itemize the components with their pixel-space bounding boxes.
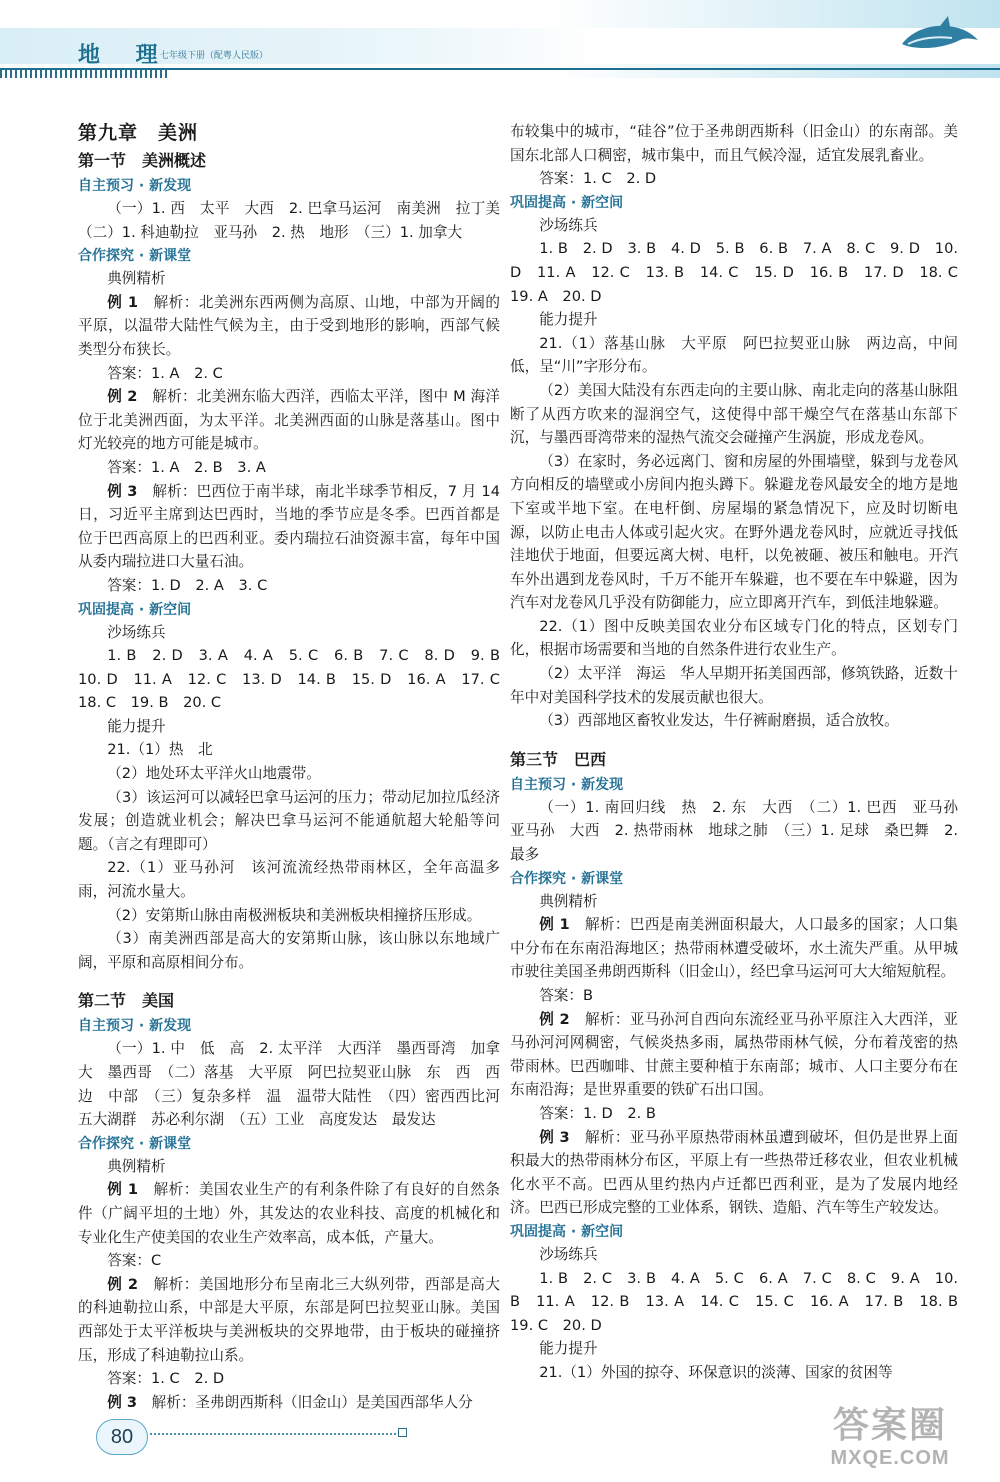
example-paragraph [510,1126,958,1220]
example-label: 例 1 [539,916,570,934]
sub-heading: 典例精析 [107,270,166,288]
example-paragraph [78,1178,500,1249]
example-label: 例 2 [107,1275,138,1293]
watermark-url: MXQE.COM [830,1447,950,1469]
example-text: 解析：亚马孙河自西向东流经亚马孙平原注入大西洋，亚马孙河河网稠密，气候炎热多雨，属热带雨林气候，分布着茂密的热带雨林。巴西咖啡、甘蔗主要种植于东南部；城市、人口主要分布在东南沿海；是世界重要的铁矿石出口国。 [510,1010,958,1099]
book-subtitle: 七年级下册（配粤人民版） [160,51,269,61]
answer-line: （3）该运河可以减轻巴拿马运河的压力；带动尼加拉瓜经济发展；创造就业机会；解决巴拿马运河不能通航超大轮船等问题。（言之有理即可） [78,788,500,853]
answer-line: 22.（1）亚马孙河 该河流流经热带雨林区，全年高温多雨，河流水量大。 [78,859,500,901]
example-label: 例 1 [107,293,138,311]
sub-heading: 典例精析 [539,892,598,910]
answer-line: （2）安第斯山脉由南极洲板块和美洲板块相撞挤压形成。 [107,906,482,924]
chapter-title: 第九章 美洲 [78,122,199,144]
footer-square-icon [398,1428,407,1437]
sub-heading: 能力提升 [539,1340,598,1358]
block-heading: 自主预习 · 新发现 [78,1018,192,1035]
answer-line: 21.（1）落基山脉 大平原 阿巴拉契亚山脉 两边高，中间低，呈“川”字形分布。 [510,334,958,376]
page-number: 80 [96,1419,148,1455]
sub-heading: 沙场练兵 [539,1245,598,1263]
answer-line: （3）在家时，务必远离门、窗和房屋的外围墙壁，躲到与龙卷风方向相反的墙壁或小房间内抱头蹲下。躲避龙卷风最安全的地方是地下室或半地下室。在电杆倒、房屋塌的紧急情况下，应及时切断电源，以防止电击人体或引起火灾。在野外遇龙卷风时，应就近寻找低洼地伏于地面，但要远离大树、电杆，以免被砸、被压和触电。开汽车外出遇到龙卷风时，千万不能开车躲避，也不要在车中躲避，因为汽车对龙卷风几乎没有防御能力，应立即离开汽车，到低洼地躲避。 [510,452,958,612]
example-paragraph [78,480,500,574]
block-heading: 巩固提高 · 新空间 [78,601,192,618]
block-heading: 合作探究 · 新课堂 [78,1135,192,1152]
answer-line: 答案：C [107,1252,162,1270]
answer-line: （3）西部地区畜牧业发达，牛仔裤耐磨损，适合放牧。 [539,712,899,730]
answer-line: （2）太平洋 海运 华人早期开拓美国西部，修筑铁路，近数十年中对美国科学技术的发展贡献也很大。 [510,665,958,706]
block-heading: 巩固提高 · 新空间 [510,1223,624,1240]
sub-heading: 能力提升 [539,311,598,329]
section-title: 第二节 美国 [78,991,175,1011]
answer-line: （3）南美洲西部是高大的安第斯山脉，该山脉以东地域广阔，平原和高原相间分布。 [78,930,500,971]
multiple-choice-answers: 1. B 2. D 3. A 4. A 5. C 6. B 7. C 8. D 9. B 10. D 11. A 12. C 13. D 14. B 15. D 16. A 17. C 18. C 19. B 20. C [78,647,515,712]
example-label: 例 3 [539,1128,570,1146]
watermark [800,1404,980,1480]
answer-line: 答案：1. A 2. B 3. A [107,458,266,476]
example-label: 例 1 [107,1181,138,1199]
sub-heading: 能力提升 [107,717,166,735]
example-text: 解析：北美洲东西两侧为高原、山地，中部为开阔的平原，以温带大陆性气候为主，由于受到地形的影响，西部气候类型分布狭长。 [78,293,500,358]
multiple-choice-answers: 1. B 2. C 3. B 4. A 5. C 6. A 7. C 8. C 9. A 10. B 11. A 12. B 13. A 14. C 15. C 16. A 17. B 18. B 19. C 20. D [510,1269,973,1334]
multiple-choice-answers: 1. B 2. D 3. B 4. D 5. B 6. B 7. A 8. C 9. D 10. D 11. A 12. C 13. B 14. C 15. D 16. B 17. D 18. C 19. A 20. D [510,240,973,305]
watermark-logo: 答案圈 [832,1404,947,1445]
left-column [78,118,515,1414]
dolphin-icon [900,14,980,54]
section-title: 第一节 美洲概述 [78,151,207,170]
sub-heading: 沙场练兵 [539,216,598,234]
block-heading: 合作探究 · 新课堂 [78,248,192,265]
answer-line: 答案：1. D 2. B [539,1104,656,1122]
example-paragraph [78,291,500,362]
answer-line: 21.（1）热 北 [107,741,213,759]
example-label: 例 3 [107,482,138,500]
right-column [510,120,973,1385]
example-label: 例 3 [107,1393,138,1411]
block-heading: 合作探究 · 新课堂 [510,870,624,887]
example-text: 解析：美国地形分布呈南北三大纵列带，西部是高大的科迪勒拉山系，中部是大平原，东部是阿巴拉契亚山脉。美国西部处于太平洋板块与美洲板块的交界地带，由于板块的碰撞挤压，形成了科迪勒拉山系。 [78,1275,500,1364]
answer-line: 答案：1. C 2. D [539,170,657,188]
footer-dotted-rule [150,1433,396,1435]
answer-line: 答案：B [539,987,593,1004]
answer-paragraph: （一）1. 南回归线 热 2. 东 大西 （二）1. 巴西 亚马孙 亚马孙 大西 2. 热带雨林 地球之肺 （三）1. 足球 桑巴舞 2. 最多 [510,798,973,864]
sub-heading: 沙场练兵 [107,623,166,641]
continued-paragraph: 布较集中的城市，“硅谷”位于圣弗朗西斯科（旧金山）的东南部。美国东北部人口稠密，城市集中，而且气候冷湿，适宜发展乳畜业。 [510,123,958,164]
block-heading: 自主预习 · 新发现 [78,178,192,194]
example-paragraph [78,385,500,456]
page-header [0,0,1000,78]
example-paragraph [510,913,958,984]
answer-line: （2）美国大陆没有东西走向的主要山脉、南北走向的落基山脉阻断了从西方吹来的湿润空气，这使得中部干燥空气在落基山东部下沉，与墨西哥湾带来的湿热气流交会碰撞产生涡旋，形成龙卷风。 [510,381,958,447]
answer-line: 22.（1）图中反映美国农业分布区域专门化的特点，区划专门化，根据市场需要和当地的自然条件进行农业生产。 [510,617,958,659]
example-text: 解析：巴西位于南半球，南北半球季节相反，7 月 14 日，习近平主席到达巴西时，当地的季节应是冬季。巴西首都是位于巴西高原上的巴西利亚。委内瑞拉石油资源丰富，每年中国从委内瑞拉进口大量石油。 [78,482,500,571]
example-paragraph [78,1273,500,1367]
answer-line: 21.（1）外国的掠夺、环保意识的淡薄、国家的贫困等 [539,1363,893,1381]
answer-paragraph: （一）1. 中 低 高 2. 太平洋 大西洋 墨西哥湾 加拿大 墨西哥 （二）落基 大平原 阿巴拉契亚山脉 东 西 西边 中部 （三）复杂多样 温 温带大陆性 （四）密西西比河 五大湖群 苏必利尔湖 （五）工业 高度发达 最发达 [78,1040,515,1129]
example-text: 解析：巴西是南美洲面积最大，人口最多的国家；人口集中分布在东南沿海地区；热带雨林遭受破坏，水土流失严重。从甲城市驶往美国圣弗朗西斯科（旧金山），经巴拿马运河可大大缩短航程。 [510,916,958,981]
sub-heading: 典例精析 [107,1157,166,1175]
answer-line: 答案：1. C 2. D [107,1370,225,1388]
subject-title: 地 理 [78,43,172,68]
example-label: 例 2 [107,388,138,406]
section-title: 第三节 巴西 [510,749,607,769]
answer-line: 答案：1. D 2. A 3. C [107,576,268,594]
block-heading: 自主预习 · 新发现 [510,776,624,793]
answer-line: 答案：1. A 2. C [107,364,223,382]
example-label: 例 2 [539,1010,570,1028]
example-text: 解析：亚马孙平原热带雨林虽遭到破坏，但仍是世界上面积最大的热带雨林分布区，平原上有一些热带迁移农业，但农业机械化水平不高。巴西从里约热内卢迁都巴西利亚，是为了发展内地经济。巴西已形成完整的工业体系，钢铁、造船、汽车等生产较发达。 [510,1128,958,1217]
header-ticks [0,70,170,78]
block-heading: 巩固提高 · 新空间 [510,194,624,211]
example-text: 解析：圣弗朗西斯科（旧金山）是美国西部华人分 [137,1393,473,1411]
answer-paragraph: （一）1. 西 太平 大西 2. 巴拿马运河 南美洲 拉丁美 （二）1. 科迪勒拉 亚马孙 2. 热 地形 （三）1. 加拿大 [78,200,515,241]
answer-line: （2）地处环太平洋火山地震带。 [107,765,321,783]
example-paragraph [78,1391,500,1415]
example-text: 解析：美国农业生产的有利条件除了有良好的自然条件（广阔平坦的土地）外，其发达的农业科技、高度的机械化和专业化生产使美国的农业生产效率高，成本低，产量大。 [78,1181,500,1246]
example-paragraph [510,1008,958,1102]
example-text: 解析：北美洲东临大西洋，西临太平洋，图中 M 海洋位于北美洲西面，为太平洋。北美洲西面的山脉是落基山。图中灯光较亮的地方可能是城市。 [78,388,500,453]
